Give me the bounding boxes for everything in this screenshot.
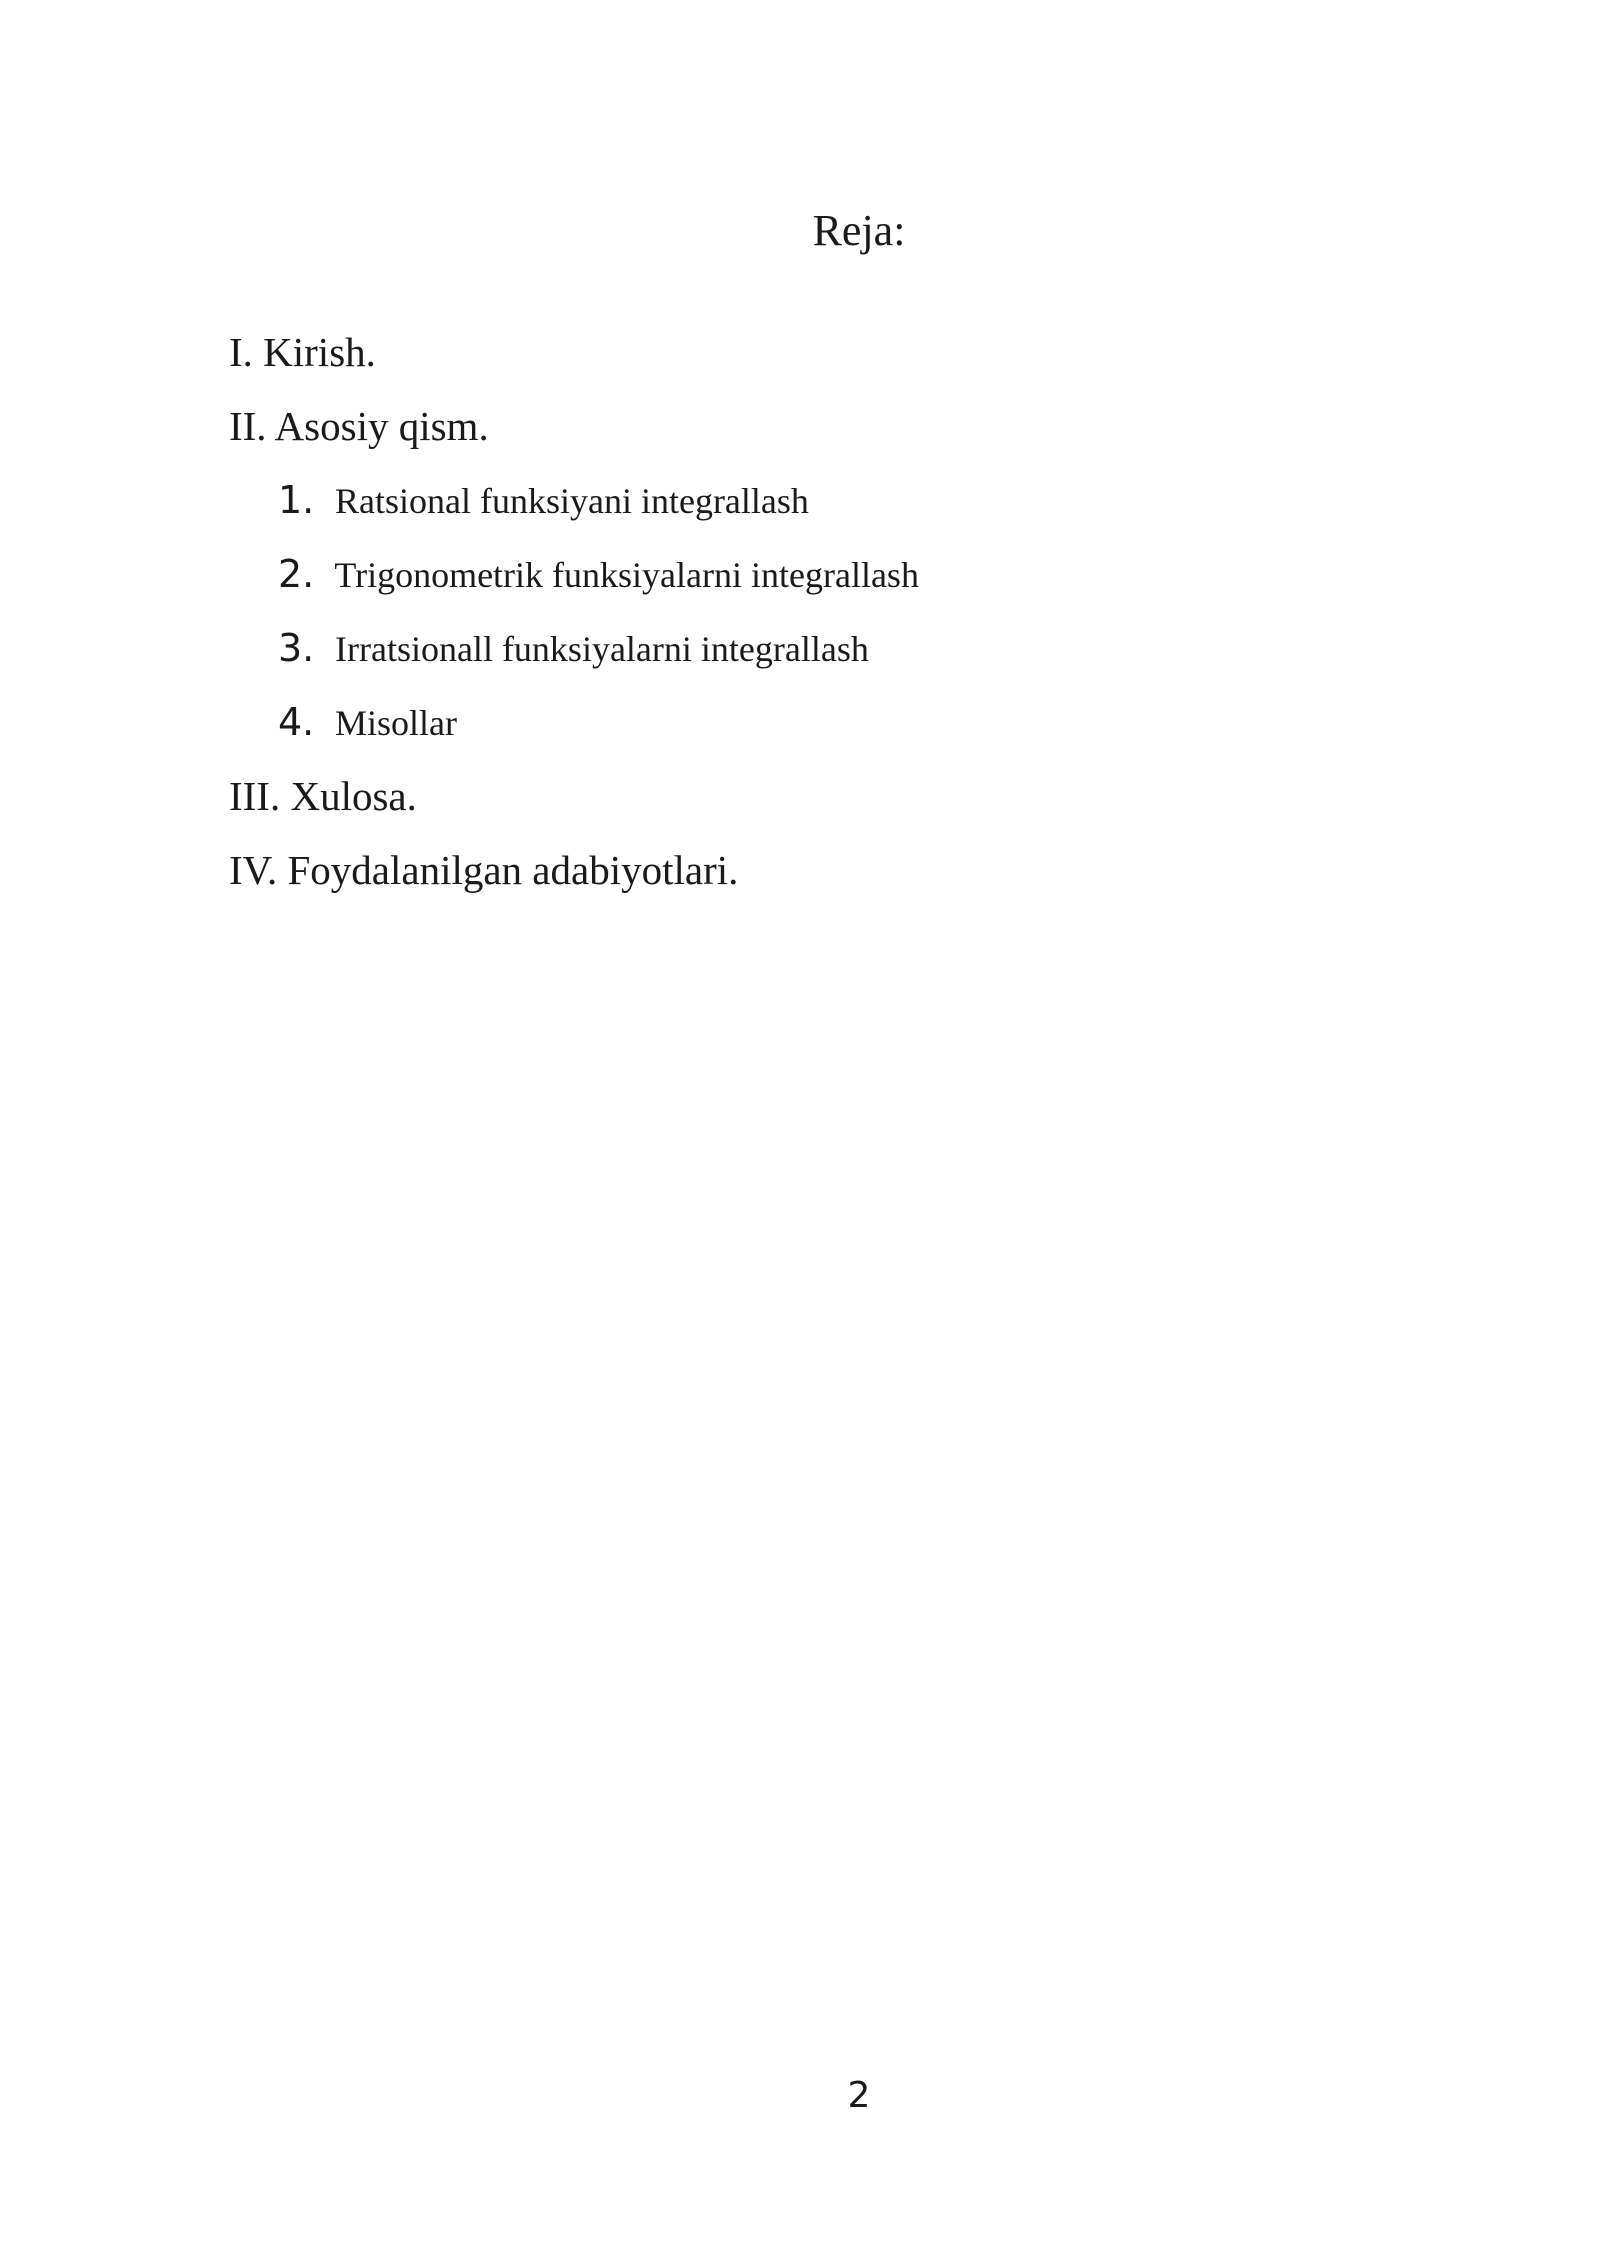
subsection-label: Misollar bbox=[335, 703, 457, 743]
subsection-label: Trigonometrik funksiyalarni integrallash bbox=[334, 555, 919, 595]
plan-subsection-trigonometric-functions bbox=[229, 546, 1429, 620]
plan-section-conclusion: III. Xulosa. bbox=[229, 773, 417, 819]
plan-section-introduction: I. Kirish. bbox=[229, 329, 376, 375]
page-title: Reja: bbox=[812, 206, 906, 255]
plan-section-main-part: II. Asosiy qism. bbox=[229, 403, 489, 449]
plan-subsection-irrational-functions bbox=[229, 620, 1429, 694]
subsection-label: Irratsionall funksiyalarni integrallash bbox=[335, 629, 869, 669]
subsection-number: 3. bbox=[278, 626, 315, 670]
plan-section-references: IV. Foydalanilgan adabiyotlari. bbox=[229, 847, 739, 893]
subsection-number: 1. bbox=[278, 478, 315, 522]
subsection-label: Ratsional funksiyani integrallash bbox=[335, 481, 809, 521]
plan-subsection-rational-functions bbox=[229, 472, 1429, 546]
plan-list bbox=[229, 324, 1429, 916]
subsection-number: 2. bbox=[278, 552, 315, 596]
subsection-number: 4. bbox=[278, 700, 315, 744]
page-number: 2 bbox=[847, 2075, 871, 2116]
plan-subsection-examples bbox=[229, 694, 1429, 768]
